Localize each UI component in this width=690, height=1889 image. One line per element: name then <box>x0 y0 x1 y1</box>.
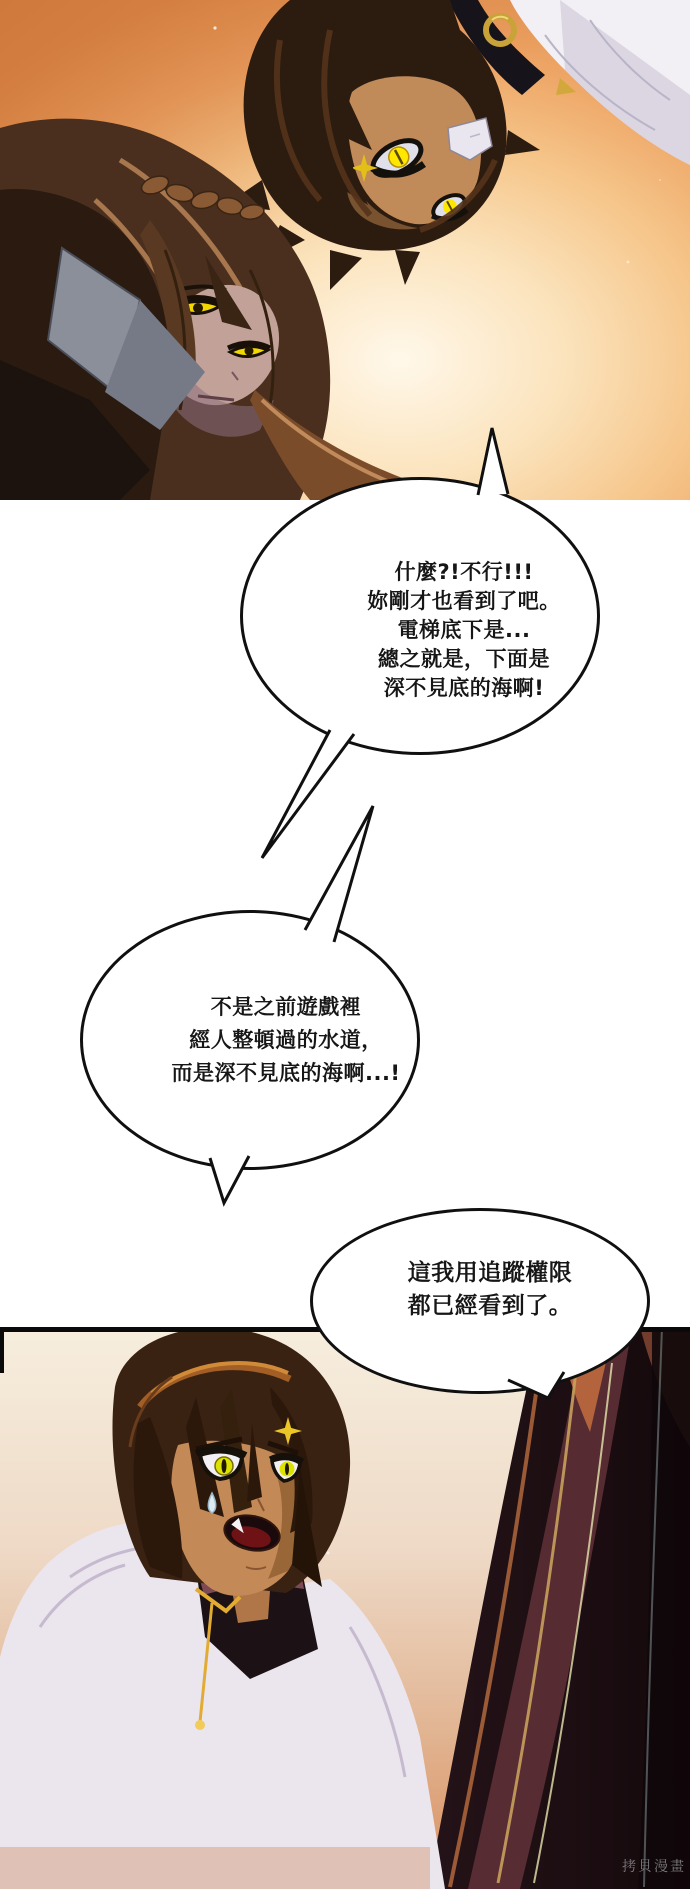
dialogue-line: 電梯底下是... <box>397 617 531 642</box>
speech-bubble-3 <box>310 1208 650 1394</box>
dialogue-line: 都已經看到了。 <box>407 1293 573 1319</box>
dialogue-text <box>408 1257 573 1323</box>
dialogue-line: 經人整頓過的水道， <box>189 1027 383 1052</box>
speech-bubble-1 <box>240 477 600 755</box>
dialogue-line: 深不見底的海啊! <box>383 675 545 700</box>
dialogue-line: 總之就是，下面是 <box>378 646 550 671</box>
panel-1-artwork <box>0 0 690 500</box>
dialogue-line: 什麼?!不行!!! <box>394 559 534 584</box>
speech-bubble-2 <box>80 910 420 1170</box>
dialogue-line: 這我用追蹤權限 <box>407 1260 573 1286</box>
bubble-1-bottom-tail <box>262 730 354 858</box>
dialogue-line: 妳剛才也看到了吧。 <box>367 588 561 613</box>
dialogue-text <box>367 558 561 703</box>
panel-2-artwork <box>0 1327 690 1889</box>
dialogue-line: 不是之前遊戲裡 <box>210 994 362 1019</box>
dialogue-text <box>171 991 400 1090</box>
watermark: 拷貝漫畫 <box>622 1859 686 1875</box>
dialogue-line: 而是深不見底的海啊...! <box>171 1060 401 1085</box>
